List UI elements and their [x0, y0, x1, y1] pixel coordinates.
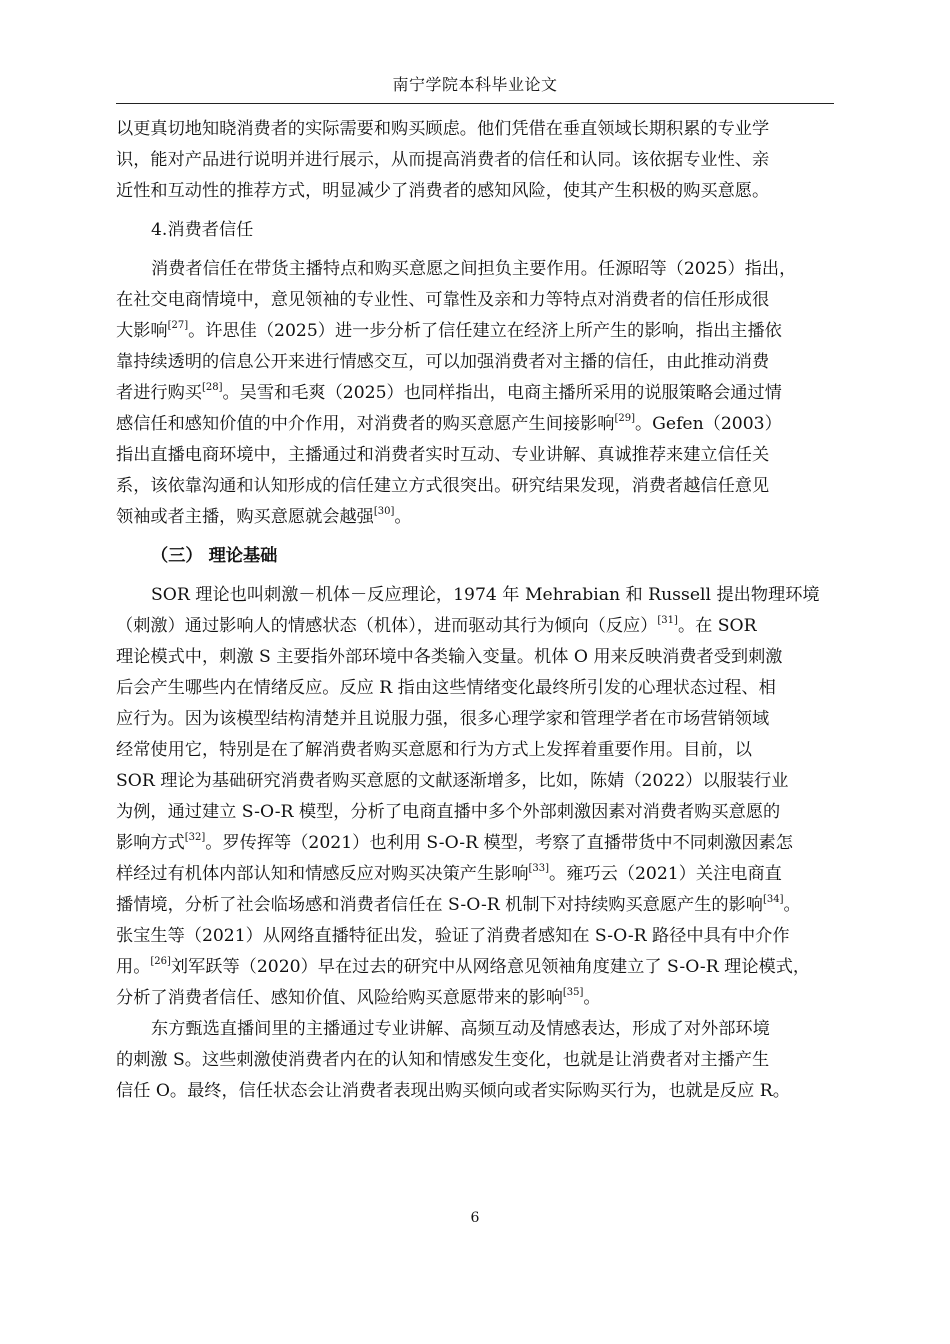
text-line: 后会产生哪些内在情绪反应。反应 R 指由这些情绪变化最终所引发的心理状态过程、相: [116, 678, 776, 698]
text-line: 以更真切地知晓消费者的实际需要和购买顾虑。他们凭借在垂直领域长期积累的专业学: [116, 119, 770, 139]
text-line: 靠持续透明的信息公开来进行情感交互，可以加强消费者对主播的信任，由此推动消费: [116, 352, 770, 372]
citation-ref: [27]: [167, 320, 189, 332]
text-line: 指出直播电商环境中，主播通过和消费者实时互动、专业讲解、真诚推荐来建立信任关: [116, 445, 770, 465]
text-line: 领袖或者主播，购买意愿就会越强[30]。: [116, 506, 412, 527]
citation-ref: [34]: [763, 894, 784, 906]
citation-ref: [29]: [614, 413, 635, 425]
text-line: 的刺激 S。这些刺激使消费者内在的认知和情感发生变化，也就是让消费者对主播产生: [116, 1050, 770, 1070]
text-line: 样经过有机体内部认知和情感反应对购买决策产生影响[33]。雍巧云（2021）关注电商直: [116, 863, 782, 884]
header-rule: [116, 103, 834, 104]
text-line: 播情境，分析了社会临场感和消费者信任在 S-O-R 机制下对持续购买意愿产生的影响[34]。: [116, 894, 801, 915]
citation-ref: [26]: [150, 956, 171, 968]
text-line: （刺激）通过影响人的情感状态（机体），进而驱动其行为倾向（反应）[31]。在 SOR: [116, 615, 757, 636]
text-line: 者进行购买[28]。吴雪和毛爽（2025）也同样指出，电商主播所采用的说服策略会通过情: [116, 382, 782, 403]
text-line: 信任 O。最终，信任状态会让消费者表现出购买倾向或者实际购买行为，也就是反应 R。: [116, 1081, 790, 1101]
text-line: 张宝生等（2021）从网络直播特征出发，验证了消费者感知在 S-O-R 路径中具有中介作: [116, 926, 790, 946]
citation-ref: [30]: [373, 506, 395, 518]
text-line: 影响方式[32]。罗传挥等（2021）也利用 S-O-R 模型，考察了直播带货中不同刺激因素怎: [116, 832, 793, 853]
text-line: 分析了消费者信任、感知价值、风险给购买意愿带来的影响[35]。: [116, 987, 601, 1008]
text-line: 近性和互动性的推荐方式，明显减少了消费者的感知风险，使其产生积极的购买意愿。: [116, 181, 770, 201]
paragraph-sor-theory: [116, 580, 834, 1014]
citation-ref: [32]: [184, 832, 206, 844]
citation-ref: [35]: [562, 987, 584, 999]
citation-ref: [28]: [201, 382, 223, 394]
section-heading: [116, 541, 834, 572]
text-line: 应行为。因为该模型结构清楚并且说服力强，很多心理学家和管理学者在市场营销领域: [116, 709, 770, 729]
section-number: （三）: [151, 546, 203, 566]
text-line: 识，能对产品进行说明并进行展示，从而提高消费者的信任和认同。该依据专业性、亲: [116, 150, 770, 170]
text-line: 东方甄选直播间里的主播通过专业讲解、高频互动及情感表达，形成了对外部环境: [151, 1019, 770, 1039]
section-title: 理论基础: [208, 546, 278, 566]
text-line: 在社交电商情境中，意见领袖的专业性、可靠性及亲和力等特点对消费者的信任形成很: [116, 290, 770, 310]
paragraph-oriental-selection: [116, 1014, 834, 1107]
citation-ref: [31]: [657, 615, 678, 627]
body-text: [116, 114, 834, 1107]
text-line: 理论模式中，刺激 S 主要指外部环境中各类输入变量。机体 O 用来反映消费者受到刺激: [116, 647, 783, 667]
citation-ref: [33]: [528, 863, 550, 875]
subheading-consumer-trust: 4.消费者信任: [151, 220, 254, 240]
text-line: 为例，通过建立 S-O-R 模型，分析了电商直播中多个外部刺激因素对消费者购买意愿的: [116, 802, 781, 822]
text-line: 感信任和感知价值的中介作用，对消费者的购买意愿产生间接影响[29]。Gefen（2003）: [116, 413, 782, 434]
text-line: 大影响[27]。许思佳（2025）进一步分析了信任建立在经济上所产生的影响，指出主播依: [116, 320, 782, 341]
text-line: 消费者信任在带货主播特点和购买意愿之间担负主要作用。任源昭等（2025）指出，: [151, 259, 797, 279]
page-number: 6: [470, 1210, 480, 1226]
paragraph-consumer-trust: [116, 254, 834, 533]
text-line: SOR 理论也叫刺激－机体－反应理论，1974 年 Mehrabian 和 Russell 提出物理环境: [151, 585, 820, 605]
text-line: 经常使用它，特别是在了解消费者购买意愿和行为方式上发挥着重要作用。目前，以: [116, 740, 752, 760]
text-line: 系，该依靠沟通和认知形成的信任建立方式很突出。研究结果发现，消费者越信任意见: [116, 476, 770, 496]
running-header: 南宁学院本科毕业论文: [392, 75, 558, 94]
text-line: SOR 理论为基础研究消费者购买意愿的文献逐渐增多，比如，陈婧（2022）以服装行业: [116, 771, 789, 791]
text-line: 用。[26]刘军跃等（2020）早在过去的研究中从网络意见领袖角度建立了 S-O-R 理论模式，: [116, 956, 811, 977]
paragraph-continuation: [116, 114, 834, 207]
